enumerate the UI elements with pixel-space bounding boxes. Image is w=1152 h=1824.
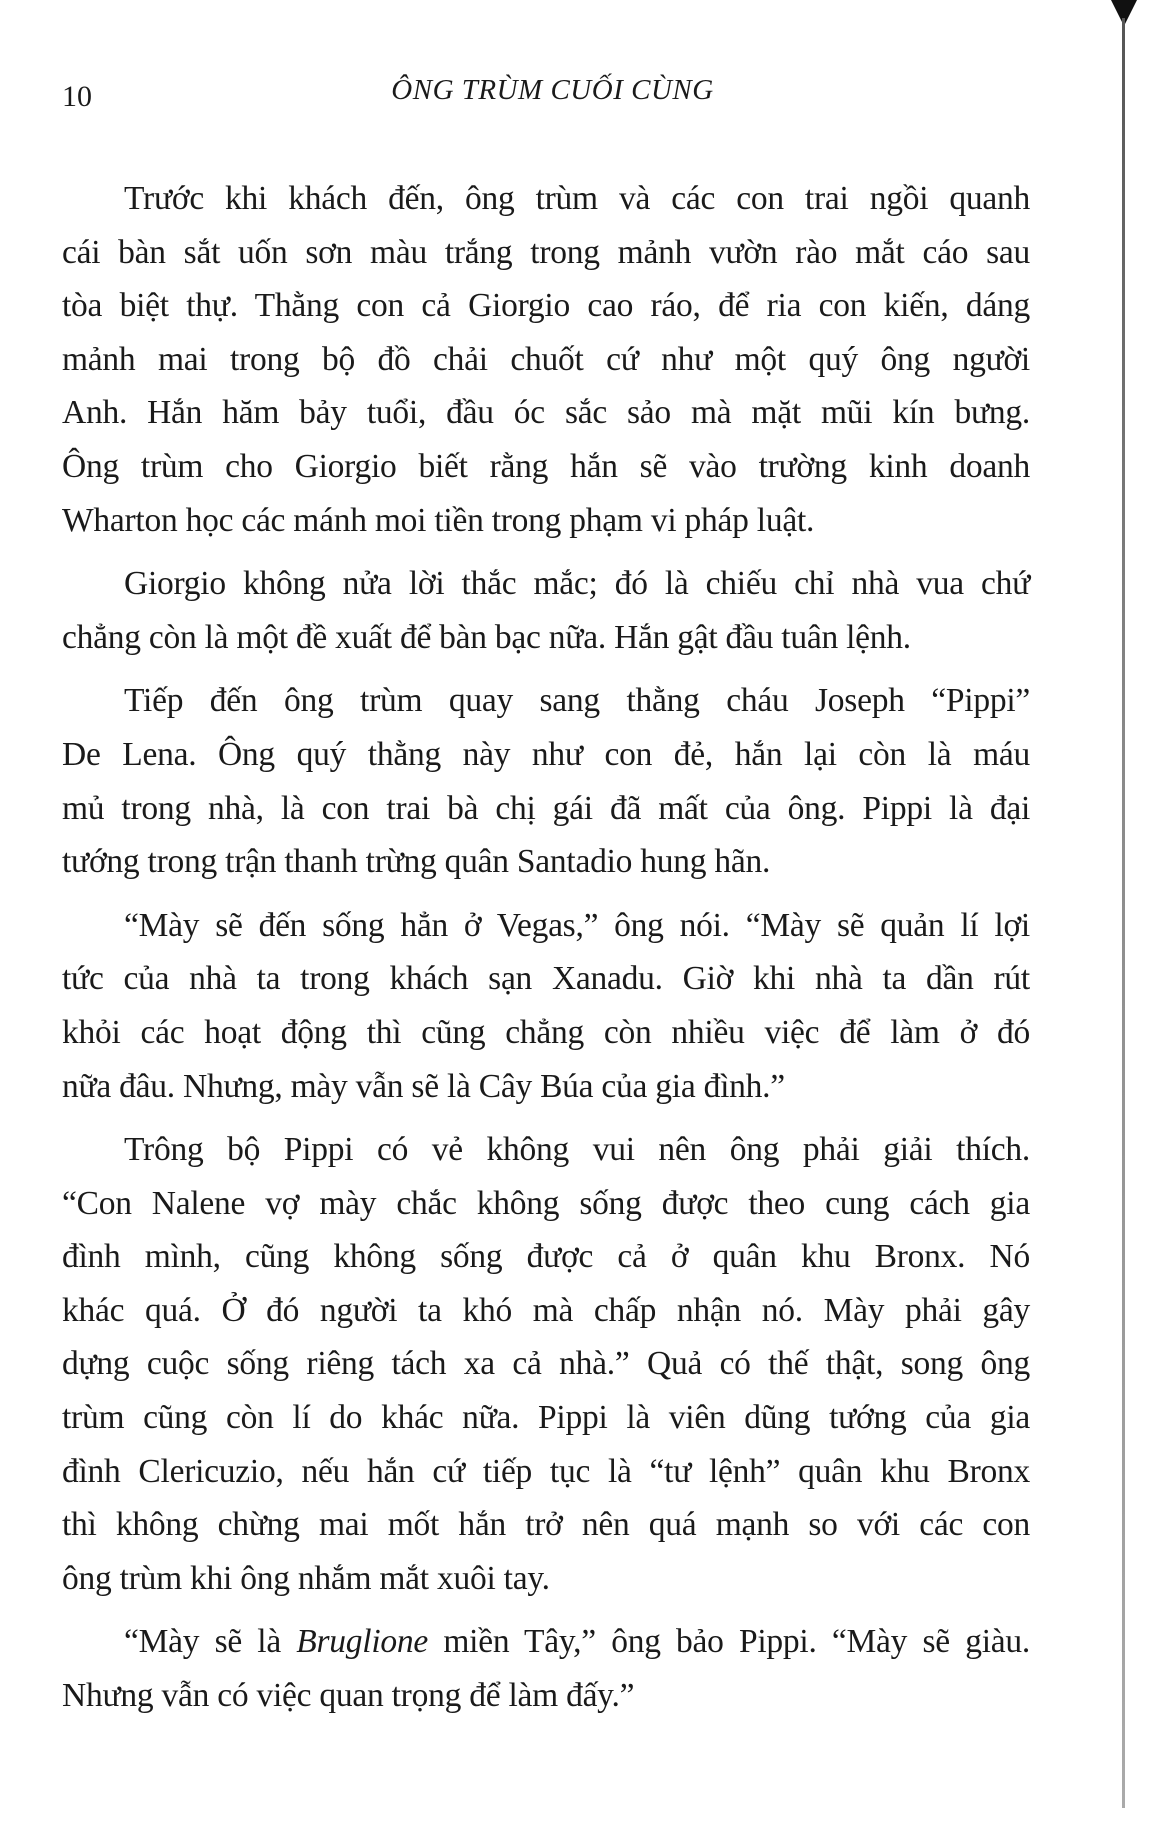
page-number: 10: [62, 80, 92, 113]
italic-term: Bruglione: [296, 1623, 429, 1661]
text-line: Wharton học các mánh moi tiền trong phạm vi pháp luật.: [62, 501, 815, 539]
text-line: tòa biệt thự. Thằng con cả Giorgio cao ráo, để ria con kiến, dáng: [62, 287, 1030, 325]
text-line: dựng cuộc sống riêng tách xa cả nhà.” Quả có thế thật, song ông: [62, 1345, 1030, 1383]
text-line: De Lena. Ông quý thằng này như con đẻ, hắn lại còn là máu: [62, 735, 1030, 773]
paragraph: [62, 172, 1030, 547]
paragraph: [62, 674, 1030, 888]
text-line: Trông bộ Pippi có vẻ không vui nên ông phải giải thích.: [124, 1131, 1030, 1169]
body-text: [62, 172, 1030, 1723]
text-line: Anh. Hắn hăm bảy tuổi, đầu óc sắc sảo mà mặt mũi kín bưng.: [62, 394, 1030, 432]
text-line: mảnh mai trong bộ đồ chải chuốt cứ như một quý ông người: [62, 340, 1030, 378]
paragraph: [62, 899, 1030, 1113]
text-line: mủ trong nhà, là con trai bà chị gái đã mất của ông. Pippi là đại: [62, 789, 1030, 827]
text-line: “Mày sẽ là Bruglione miền Tây,” ông bảo Pippi. “Mày sẽ giàu.: [124, 1623, 1030, 1661]
running-title: ÔNG TRÙM CUỐI CÙNG: [391, 74, 714, 106]
page-edge-line: [1122, 18, 1125, 1808]
text-line: thì không chừng mai mốt hắn trở nên quá mạnh so với các con: [62, 1506, 1030, 1544]
text-line: Ông trùm cho Giorgio biết rằng hắn sẽ vào trường kinh doanh: [62, 447, 1030, 485]
text-line: đình Clericuzio, nếu hắn cứ tiếp tục là “tư lệnh” quân khu Bronx: [62, 1452, 1030, 1490]
text-line: “Mày sẽ đến sống hẳn ở Vegas,” ông nói. “Mày sẽ quản lí lợi: [124, 906, 1030, 944]
text-line: đình mình, cũng không sống được cả ở quân khu Bronx. Nó: [62, 1238, 1030, 1276]
text-line: tướng trong trận thanh trừng quân Santadio hung hãn.: [62, 843, 771, 881]
text-line: trùm cũng còn lí do khác nữa. Pippi là viên dũng tướng của gia: [62, 1399, 1030, 1437]
text-line: tức của nhà ta trong khách sạn Xanadu. Giờ khi nhà ta dần rút: [62, 960, 1030, 998]
paragraph: [62, 1615, 1030, 1722]
text-line: chẳng còn là một đề xuất để bàn bạc nữa. Hắn gật đầu tuân lệnh.: [62, 618, 911, 656]
text-line: ông trùm khi ông nhắm mắt xuôi tay.: [62, 1559, 550, 1597]
text-line: Nhưng vẫn có việc quan trọng để làm đấy.”: [62, 1677, 635, 1715]
text-line: khỏi các hoạt động thì cũng chẳng còn nhiều việc để làm ở đó: [62, 1013, 1030, 1051]
text-line: khác quá. Ở đó người ta khó mà chấp nhận nó. Mày phải gây: [62, 1291, 1030, 1329]
paragraph: [62, 1123, 1030, 1605]
text-line: Giorgio không nửa lời thắc mắc; đó là chiếu chỉ nhà vua chứ: [124, 565, 1030, 603]
text-line: cái bàn sắt uốn sơn màu trắng trong mảnh vườn rào mắt cáo sau: [62, 233, 1030, 271]
text-line: Tiếp đến ông trùm quay sang thằng cháu Joseph “Pippi”: [124, 682, 1030, 720]
text-line: “Con Nalene vợ mày chắc không sống được theo cung cách gia: [62, 1184, 1030, 1222]
paragraph: [62, 557, 1030, 664]
text-line: nữa đâu. Nhưng, mày vẫn sẽ là Cây Búa của gia đình.”: [62, 1067, 785, 1105]
text-line: Trước khi khách đến, ông trùm và các con trai ngồi quanh: [124, 180, 1030, 217]
